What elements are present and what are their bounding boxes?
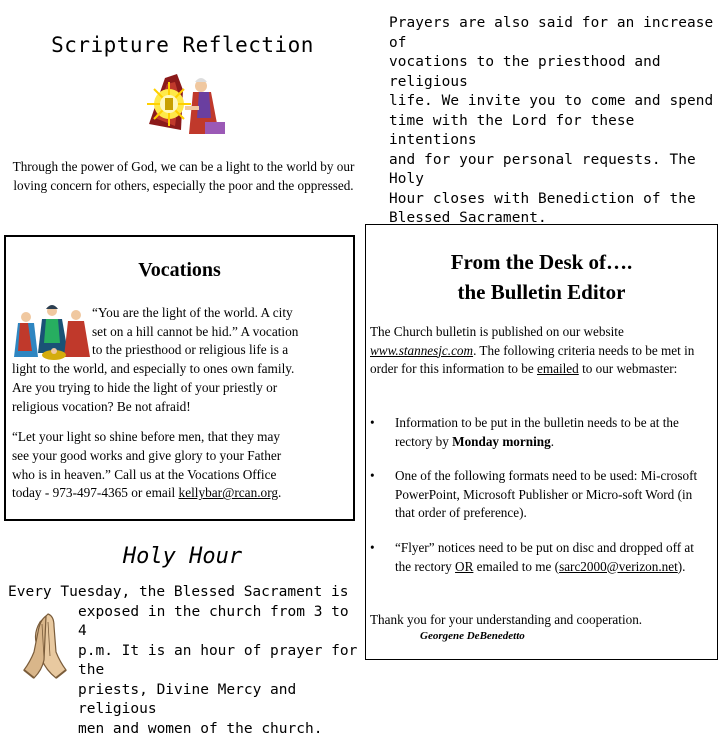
emailed-link[interactable]: emailed: [537, 361, 579, 376]
bulletin-editor-intro: [370, 323, 711, 379]
vocations-line: light to the world, and especially to ones own family.: [12, 360, 347, 379]
scripture-reflection-text: Through the power of God, we can be a light to the world by our loving concern for others, especially the poor and the oppressed.: [6, 158, 361, 195]
vocations-period: .: [278, 485, 281, 500]
bullet-icon: •: [370, 467, 382, 486]
vocations-box: [4, 235, 355, 521]
scripture-reflection-title: Scripture Reflection: [0, 33, 365, 57]
vocations-line: who is in heaven.” Call us at the Vocations Office: [12, 466, 347, 485]
vocations-line: see your good works and give glory to your Father: [12, 447, 347, 466]
holy-hour-title: Holy Hour: [0, 544, 365, 569]
criteria-list-item: [370, 414, 711, 451]
criteria-list-item: [370, 539, 711, 576]
vocations-line: to the priesthood or religious life is a: [12, 341, 347, 360]
prayers-paragraph: [389, 14, 719, 229]
criteria-text: One of the following formats need to be used: Mi-crosoft PowerPoint, Microsoft Publisher or Micro-soft Word (in that order of preference).: [395, 467, 711, 523]
prayers-line: and for your personal requests. The Holy: [389, 151, 719, 190]
vocations-line: Are you trying to hide the light of your priestly or: [12, 379, 347, 398]
holy-hour-body: [8, 583, 358, 739]
editor-email-link[interactable]: sarc2000@verizon.net: [559, 559, 678, 574]
holy-hour-line: men and women of the church.: [8, 720, 358, 739]
vocations-body: [12, 304, 347, 503]
holy-hour-line: p.m. It is an hour of prayer for the: [8, 642, 358, 681]
criteria-text-part: ).: [678, 559, 686, 574]
criteria-deadline: Monday morning: [452, 434, 551, 449]
bulletin-editor-title-line1: From the Desk of….: [366, 247, 717, 277]
vocations-contact-text: today - 973-497-4365 or email: [12, 485, 179, 500]
vocations-contact-line: [12, 484, 347, 503]
bullet-icon: •: [370, 414, 382, 433]
vocations-email-link[interactable]: kellybar@rcan.org: [179, 485, 279, 500]
bulletin-editor-title-line2: the Bulletin Editor: [366, 277, 717, 307]
prayers-line: vocations to the priesthood and religious: [389, 53, 719, 92]
holy-hour-line: exposed in the church from 3 to 4: [8, 603, 358, 642]
prayers-line: life. We invite you to come and spend: [389, 92, 719, 112]
criteria-or: OR: [455, 559, 473, 574]
criteria-list-item: [370, 467, 711, 523]
criteria-text: [395, 414, 711, 451]
website-link[interactable]: www.stannesjc.com: [370, 343, 473, 358]
criteria-text-part: emailed to me (: [473, 559, 559, 574]
holy-hour-line: Every Tuesday, the Blessed Sacrament is: [8, 583, 358, 603]
vocations-line: “Let your light so shine before men, that they may: [12, 428, 347, 447]
prayers-line: time with the Lord for these intentions: [389, 112, 719, 151]
criteria-text-part: Information to be put in the bulletin needs to be at the rectory by: [395, 415, 679, 449]
bulletin-editor-thanks: Thank you for your understanding and cooperation.: [370, 611, 711, 630]
prayers-line: Hour closes with Benediction of the: [389, 190, 719, 210]
vocations-line: “You are the light of the world. A city: [12, 304, 347, 323]
vocations-line: set on a hill cannot be hid.” A vocation: [12, 323, 347, 342]
intro-text: to our webmaster:: [579, 361, 678, 376]
criteria-text-part: “Flyer” notices need to be put on disc and dropped off at the rectory: [395, 540, 694, 574]
prayers-line: Blessed Sacrament.: [389, 209, 719, 229]
prayers-line: Prayers are also said for an increase of: [389, 14, 719, 53]
vocations-title: Vocations: [6, 259, 353, 282]
bulletin-editor-title: [366, 247, 717, 307]
criteria-text-part: .: [551, 434, 554, 449]
bulletin-editor-signature: Georgene DeBenedetto: [420, 630, 525, 642]
criteria-text: [395, 539, 711, 576]
bullet-icon: •: [370, 539, 382, 558]
prophet-with-light-icon: [145, 68, 231, 138]
holy-hour-line: priests, Divine Mercy and religious: [8, 681, 358, 720]
intro-text: The Church bulletin is published on our website: [370, 324, 624, 339]
bulletin-editor-box: [365, 224, 718, 660]
vocations-line: religious vocation? Be not afraid!: [12, 398, 347, 417]
intro-text: . The following criteria needs to be met in order for this information to be: [370, 343, 694, 377]
